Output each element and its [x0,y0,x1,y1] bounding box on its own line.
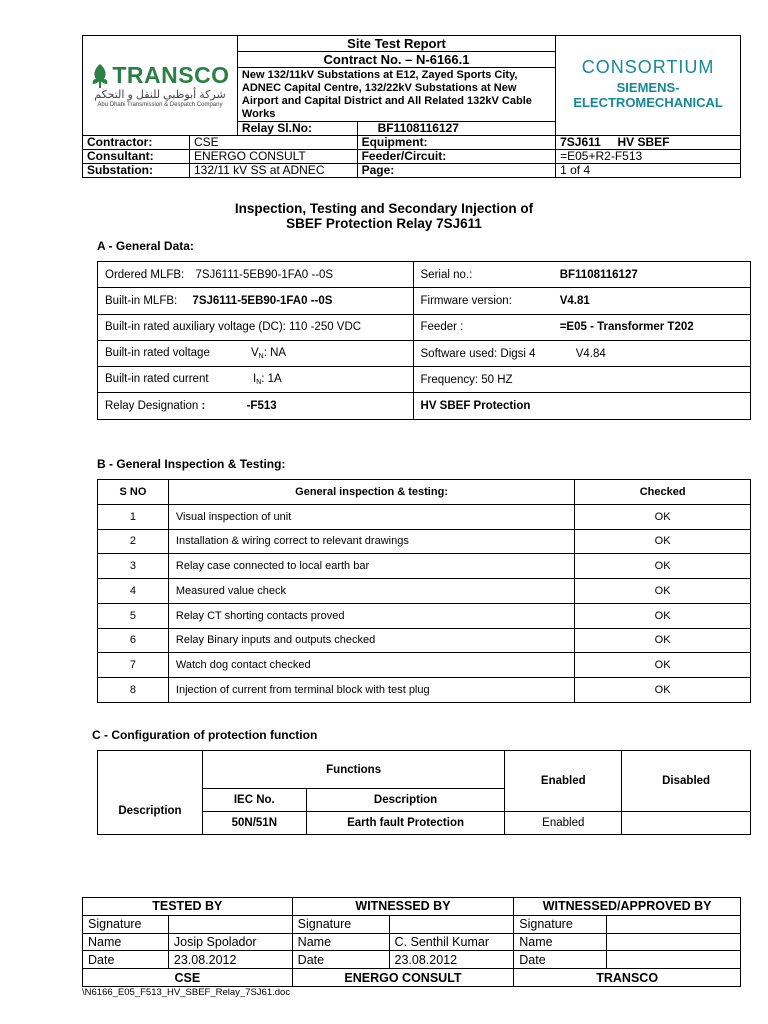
consultant-label: Consultant: [83,150,190,164]
row-number: 5 [98,603,169,628]
serial-cell [413,262,750,288]
software-cell [413,340,750,366]
table-row [98,628,751,653]
substation-label: Substation: [83,164,190,178]
rated-voltage-label: Built-in rated voltage [105,347,210,360]
rated-voltage-cell [98,340,414,366]
inspection-table [97,479,751,703]
name-label: Name [514,933,607,951]
iec-header: IEC No. [202,789,306,812]
rated-current-value: : 1A [261,373,282,386]
builtin-mlfb-label: Built-in MLFB: [105,294,178,307]
description-header: Description [98,789,203,835]
rated-voltage-sub: N [258,353,264,361]
approved-by-header: WITNESSED/APPROVED BY [514,898,741,916]
equipment-label: Equipment: [357,136,556,150]
project-description: New 132/11kV Substations at E12, Zayed Sports City, ADNEC Capital Centre, 132/22kV Substations at New Airport and Capital District and All Related 132kV Cable Works [237,68,555,122]
firmware-value: V4.81 [559,294,590,307]
feeder-circuit-label: Feeder/Circuit: [357,150,556,164]
witnessed-date: 23.08.2012 [389,951,514,969]
header-checked: Checked [575,480,751,505]
row-number: 4 [98,579,169,604]
row-checked: OK [575,628,751,653]
consortium-cell [556,36,741,136]
table-row [98,579,751,604]
witnessed-signature [389,915,514,933]
rated-current-cell [98,367,414,393]
row-item: Measured value check [168,579,574,604]
builtin-mlfb-value: 7SJ6111-5EB90-1FA0 --0S [192,294,333,307]
rated-voltage-symbol: V [251,347,259,360]
row-checked: OK [575,504,751,529]
header-sno: S NO [98,480,169,505]
table-row [98,504,751,529]
blank-cell [98,751,203,789]
section-b-heading: B - General Inspection & Testing: [97,457,286,471]
rated-current-label: Built-in rated current [105,373,209,386]
row-checked: OK [575,579,751,604]
logo-arabic-text: شركة أبوظبي للنقل و التحكم [94,88,226,101]
row-item: Relay CT shorting contacts proved [168,603,574,628]
desc-value: Earth fault Protection [306,812,505,835]
frequency-cell: Frequency: 50 HZ [413,367,750,393]
feeder-circuit-value: =E05+R2-F513 [556,150,741,164]
designation-cell [98,393,414,419]
ordered-mlfb-value: 7SJ6111-5EB90-1FA0 --0S [195,268,334,281]
date-label: Date [514,951,607,969]
transco-logo [83,36,238,136]
desc-header: Description [306,789,505,812]
row-number: 6 [98,628,169,653]
table-row [98,653,751,678]
row-number: 2 [98,529,169,554]
approved-company: TRANSCO [514,969,741,987]
section-c-heading: C - Configuration of protection function [92,728,318,742]
report-header [82,35,741,178]
signature-label: Signature [292,915,389,933]
leaf-icon [90,63,110,89]
substation-value: 132/11 kV SS at ADNEC [189,164,357,178]
ordered-mlfb-cell [98,262,414,288]
firmware-label: Firmware version: [420,294,512,307]
consortium-members: SIEMENS- ELECTROMECHANICAL [573,80,723,110]
configuration-table [97,750,751,835]
row-number: 1 [98,504,169,529]
document-title-line2: SBEF Protection Relay 7SJ611 [286,216,482,231]
consultant-value: ENERGO CONSULT [189,150,357,164]
date-label: Date [83,951,169,969]
date-label: Date [292,951,389,969]
serial-label: Serial no.: [420,268,473,281]
row-item: Injection of current from terminal block with test plug [168,678,574,703]
logo-subtitle: Abu Dhabi Transmission & Despatch Company [97,101,223,108]
witnessed-name: C. Senthil Kumar [389,933,514,951]
row-item: Watch dog contact checked [168,653,574,678]
software-value: V4.84 [575,347,606,360]
equipment-value: 7SJ611 HV SBEF [556,136,741,150]
approved-name [607,933,741,951]
feeder-value: =E05 - Transformer T202 [559,321,694,334]
ordered-mlfb-label: Ordered MLFB: [105,268,185,281]
row-item: Relay Binary inputs and outputs checked [168,628,574,653]
table-row [98,678,751,703]
functions-header: Functions [202,751,504,789]
designation-label: Relay Designation [105,400,199,413]
name-label: Name [83,933,169,951]
designation-desc: HV SBEF Protection [420,400,531,413]
enabled-value: Enabled [505,812,622,835]
tested-company: CSE [83,969,293,987]
disabled-header: Disabled [622,751,751,812]
feeder-label: Feeder : [420,321,464,334]
approved-date [607,951,741,969]
approved-signature [607,915,741,933]
row-checked: OK [575,529,751,554]
row-checked: OK [575,678,751,703]
iec-value: 50N/51N [202,812,306,835]
header-inspection: General inspection & testing: [168,480,574,505]
row-checked: OK [575,653,751,678]
section-a-heading: A - General Data: [97,239,194,253]
rated-voltage-value: : NA [263,347,287,360]
serial-value: BF1108116127 [559,268,638,281]
feeder-cell [413,314,750,340]
signature-label: Signature [514,915,607,933]
row-number: 8 [98,678,169,703]
signature-table [82,897,741,987]
file-path: \N6166_E05_F513_HV_SBEF_Relay_7SJ61.doc [82,987,291,998]
document-title-line1: Inspection, Testing and Secondary Injection of [234,201,534,216]
witnessed-by-header: WITNESSED BY [292,898,514,916]
enabled-header: Enabled [505,751,622,812]
designation-value: -F513 [246,400,277,413]
contract-number: Contract No. – N-6166.1 [237,52,555,68]
row-item: Installation & wiring correct to relevant drawings [168,529,574,554]
row-number: 7 [98,653,169,678]
witnessed-company: ENERGO CONSULT [292,969,514,987]
table-row [98,529,751,554]
rated-current-sub: N [256,379,262,387]
row-checked: OK [575,603,751,628]
page-value: 1 of 4 [556,164,741,178]
relay-sl-label: Relay Sl.No: [237,122,357,136]
row-number: 3 [98,554,169,579]
contractor-value: CSE [189,136,357,150]
page-label: Page: [357,164,556,178]
designation-desc-cell [413,393,750,419]
report-title: Site Test Report [237,36,555,52]
logo-wordmark: TRANSCO [112,62,230,88]
row-item: Relay case connected to local earth bar [168,554,574,579]
disabled-value [622,812,751,835]
designation-colon: : [201,400,206,413]
row-item: Visual inspection of unit [168,504,574,529]
tested-by-header: TESTED BY [83,898,293,916]
signature-label: Signature [83,915,169,933]
contractor-label: Contractor: [83,136,190,150]
general-data-table [97,261,751,420]
table-row [98,603,751,628]
aux-voltage-cell: Built-in rated auxiliary voltage (DC): 110 -250 VDC [98,314,414,340]
name-label: Name [292,933,389,951]
builtin-mlfb-cell [98,288,414,314]
firmware-cell [413,288,750,314]
tested-signature [168,915,292,933]
table-row [98,554,751,579]
software-label: Software used: Digsi 4 [420,347,536,360]
consortium-title: CONSORTIUM [581,57,715,77]
row-checked: OK [575,554,751,579]
relay-sl-value: BF1108116127 [357,122,556,136]
rated-current-symbol: I [253,373,257,386]
tested-date: 23.08.2012 [168,951,292,969]
tested-name: Josip Spolador [168,933,292,951]
